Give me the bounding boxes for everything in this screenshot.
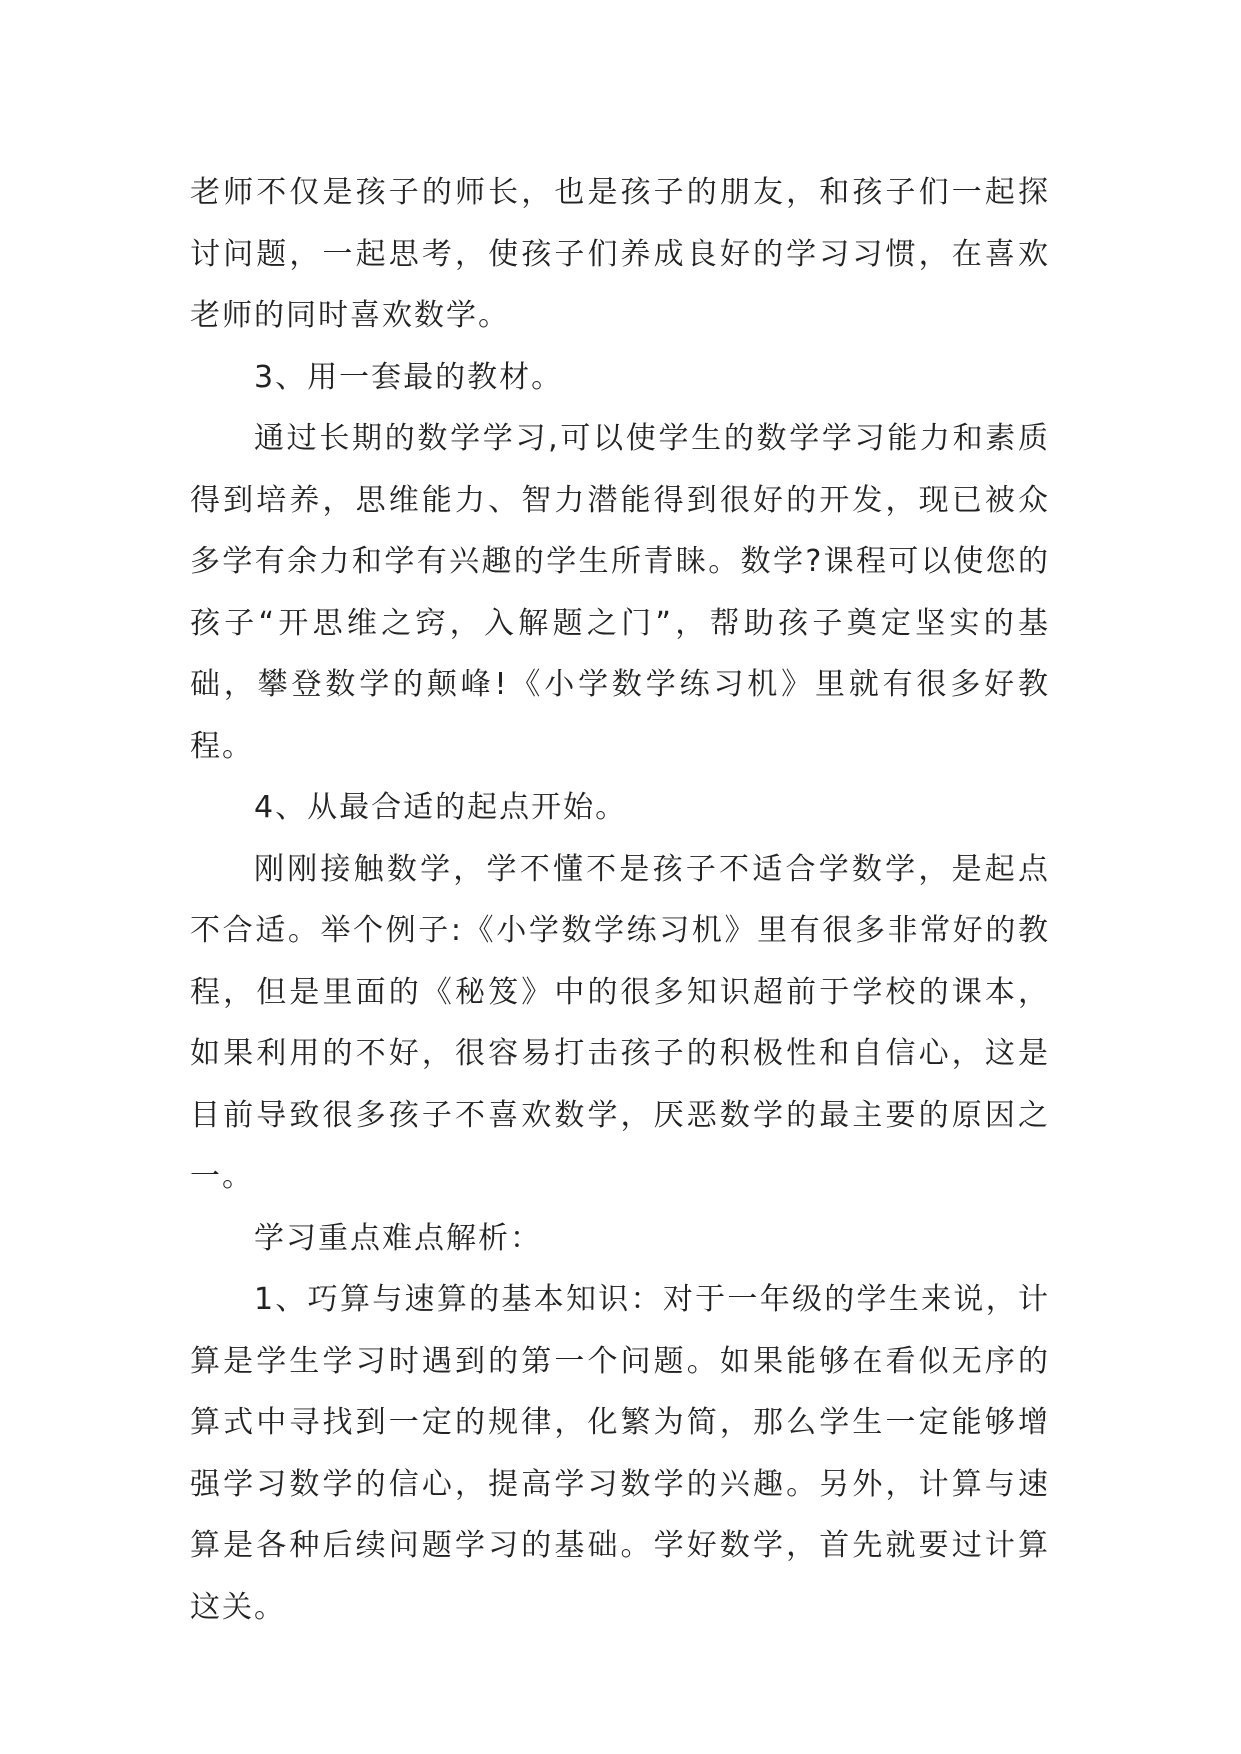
paragraph-4: 4、从最合适的起点开始。 <box>254 790 628 825</box>
paragraph-3: 通过长期的数学学习,可以使学生的数学学习能力和素质得到培养，思维能力、智力潜能得到很好的开发，现已被众多学有余力和学有兴趣的学生所青睐。数学?课程可以使您的孩子“开思维之窍，入解题之门”，帮助孩子奠定坚实的基础，攀登数学的颠峰!《小学数学练习机》里就有很多好教程。 <box>190 421 1050 764</box>
paragraph-1: 老师不仅是孩子的师长，也是孩子的朋友，和孩子们一起探讨问题，一起思考，使孩子们养成良好的学习习惯，在喜欢老师的同时喜欢数学。 <box>190 175 1050 333</box>
paragraph-7: 1、巧算与速算的基本知识：对于一年级的学生来说，计算是学生学习时遇到的第一个问题。如果能够在看似无序的算式中寻找到一定的规律，化繁为简，那么学生一定能够增强学习数学的信心，提高学习数学的兴趣。另外，计算与速算是各种后续问题学习的基础。学好数学，首先就要过计算这关。 <box>190 1282 1050 1625</box>
paragraph-6: 学习重点难点解析： <box>254 1220 542 1256</box>
document-body <box>190 162 1050 1638</box>
paragraph-2: 3、用一套最的教材。 <box>254 359 564 395</box>
paragraph-5: 刚刚接触数学，学不懂不是孩子不适合学数学，是起点不合适。举个例子:《小学数学练习机》里有很多非常好的教程，但是里面的《秘笈》中的很多知识超前于学校的课本，如果利用的不好，很容易打击孩子的积极性和自信心，这是目前导致很多孩子不喜欢数学，厌恶数学的最主要的原因之一。 <box>190 851 1050 1194</box>
